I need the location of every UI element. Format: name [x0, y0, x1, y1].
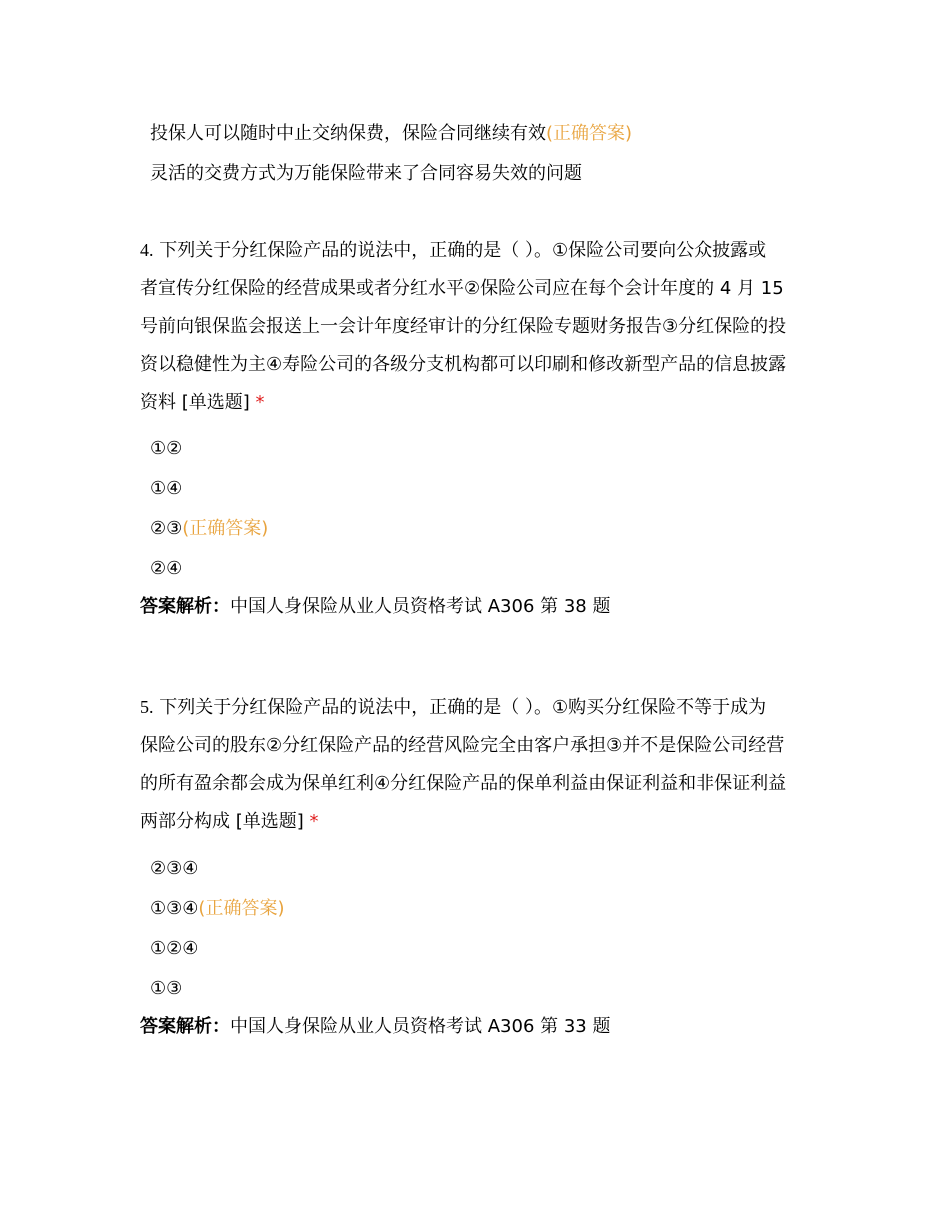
q5-answer-analysis [140, 1016, 610, 1038]
question-5-line-1 [140, 688, 820, 727]
analysis-label: 答案解析： [140, 1016, 230, 1037]
option-text: 灵活的交费方式为万能保险带来了合同容易失效的问题 [150, 163, 582, 184]
option-text: 投保人可以随时中止交纳保费，保险合同继续有效 [150, 123, 546, 144]
q5-option-3 [150, 938, 198, 960]
option-text: ②③ [150, 518, 183, 539]
option-text: ①③ [150, 978, 183, 999]
question-text: 下列关于分红保险产品的说法中，正确的是（ ）。①保险公司要向公众披露或 [159, 240, 767, 261]
option-text: ②④ [150, 558, 183, 579]
analysis-text: 中国人身保险从业人员资格考试 A306 第 33 题 [230, 1016, 611, 1037]
option-prev-2 [150, 163, 582, 185]
option-text: ①③④ [150, 898, 199, 919]
correct-answer-marker: (正确答案) [182, 518, 269, 539]
question-4-line-4: 资以稳健性为主④寿险公司的各级分支机构都可以印刷和修改新型产品的信息披露 [140, 354, 787, 375]
question-5 [140, 688, 820, 841]
option-text: ②③④ [150, 858, 199, 879]
option-text: ①②④ [150, 938, 199, 959]
question-4-line-2: 者宣传分红保险的经营成果或者分红水平②保险公司应在每个会计年度的 4 月 15 [140, 278, 784, 299]
question-number: 5. [140, 697, 154, 717]
q5-option-2 [150, 898, 284, 920]
q4-answer-analysis [140, 596, 610, 618]
question-number: 4. [140, 240, 154, 260]
correct-answer-marker: (正确答案) [198, 898, 285, 919]
option-text: ①④ [150, 478, 183, 499]
q5-option-4 [150, 978, 182, 1000]
correct-answer-marker: (正确答案) [546, 123, 633, 144]
q4-option-2 [150, 478, 182, 500]
analysis-text: 中国人身保险从业人员资格考试 A306 第 38 题 [230, 596, 611, 617]
question-4-line-3: 号前向银保监会报送上一会计年度经审计的分红保险专题财务报告③分红保险的投 [140, 316, 787, 337]
question-4 [140, 231, 820, 422]
analysis-label: 答案解析： [140, 596, 230, 617]
question-5-line-4: 两部分构成 [单选题] * [140, 811, 319, 832]
q4-option-1 [150, 438, 182, 460]
question-4-line-5: 资料 [单选题] * [140, 392, 265, 413]
question-5-line-2: 保险公司的股东②分红保险产品的经营风险完全由客户承担③并不是保险公司经营 [140, 735, 785, 756]
option-prev-1 [150, 123, 632, 145]
option-text: ①② [150, 438, 183, 459]
q4-option-4 [150, 558, 182, 580]
required-asterisk: * [255, 392, 265, 413]
q4-option-3 [150, 518, 268, 540]
q5-option-1 [150, 858, 198, 880]
required-asterisk: * [309, 811, 319, 832]
question-4-line-1 [140, 231, 820, 270]
question-text: 下列关于分红保险产品的说法中，正确的是（ ）。①购买分红保险不等于成为 [159, 697, 767, 718]
question-5-line-3: 的所有盈余都会成为保单红利④分红保险产品的保单利益由保证利益和非保证利益 [140, 773, 787, 794]
